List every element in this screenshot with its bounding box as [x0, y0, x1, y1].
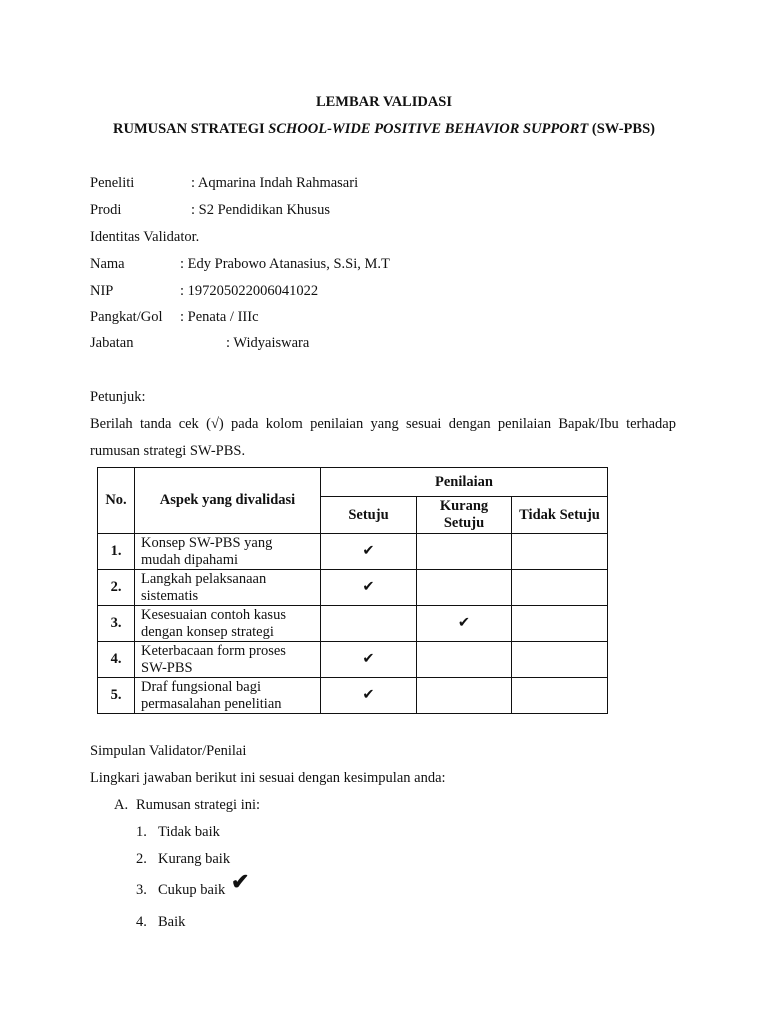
- instructions-line-2: rumusan strategi SW-PBS.: [90, 443, 246, 459]
- row-setuju-check[interactable]: ✔: [321, 642, 417, 678]
- row-number: 5.: [98, 678, 135, 714]
- table-row: [98, 534, 608, 570]
- jabatan-label: Jabatan: [90, 335, 134, 351]
- row-aspek: Kesesuaian contoh kasus dengan konsep strategi: [135, 606, 321, 642]
- nama-value: : Edy Prabowo Atanasius, S.Si, M.T: [180, 256, 390, 272]
- prodi-value: : S2 Pendidikan Khusus: [191, 202, 330, 218]
- row-kurang-check[interactable]: [417, 642, 512, 678]
- option-text[interactable]: Kurang baik: [158, 851, 231, 867]
- row-kurang-check[interactable]: ✔: [417, 606, 512, 642]
- jabatan-value: : Widyaiswara: [226, 335, 310, 351]
- option-number: 4.: [136, 914, 147, 930]
- row-number: 2.: [98, 570, 135, 606]
- option-text[interactable]: Tidak baik: [158, 824, 220, 840]
- row-setuju-check[interactable]: ✔: [321, 570, 417, 606]
- nip-label: NIP: [90, 283, 114, 299]
- instructions-line-1: Berilah tanda cek (√) pada kolom penilaian yang sesuai dengan penilaian Bapak/Ibu terhadap: [90, 416, 676, 432]
- option-number: 1.: [136, 824, 147, 840]
- option-number: 2.: [136, 851, 147, 867]
- validator-heading: Identitas Validator.: [90, 229, 200, 245]
- row-tidak-check[interactable]: [512, 642, 608, 678]
- peneliti-label: Peneliti: [90, 175, 135, 191]
- row-kurang-check[interactable]: [417, 678, 512, 714]
- row-number: 4.: [98, 642, 135, 678]
- row-setuju-check[interactable]: ✔: [321, 678, 417, 714]
- table-row: [98, 606, 608, 642]
- peneliti-value: : Aqmarina Indah Rahmasari: [191, 175, 359, 191]
- header-setuju: Setuju: [321, 497, 417, 534]
- table-header-row-1: [98, 468, 608, 497]
- conclusion-instruction: Lingkari jawaban berikut ini sesuai dengan kesimpulan anda:: [90, 770, 446, 786]
- row-kurang-check[interactable]: [417, 570, 512, 606]
- option-check-mark: ✔: [231, 869, 250, 894]
- row-tidak-check[interactable]: [512, 606, 608, 642]
- conclusion-heading: Simpulan Validator/Penilai: [90, 743, 247, 759]
- option-text[interactable]: Cukup baik: [158, 882, 226, 898]
- document-title: LEMBAR VALIDASI: [315, 94, 453, 110]
- row-tidak-check[interactable]: [512, 570, 608, 606]
- header-no: No.: [98, 468, 135, 534]
- header-tidak-setuju: Tidak Setuju: [512, 497, 608, 534]
- option-number: 3.: [136, 882, 147, 898]
- row-tidak-check[interactable]: [512, 678, 608, 714]
- header-penilaian: Penilaian: [321, 468, 608, 497]
- row-tidak-check[interactable]: [512, 534, 608, 570]
- row-aspek: Konsep SW-PBS yang mudah dipahami: [135, 534, 321, 570]
- table-row: [98, 570, 608, 606]
- table-row: [98, 642, 608, 678]
- header-aspek: Aspek yang divalidasi: [135, 468, 321, 534]
- row-number: 3.: [98, 606, 135, 642]
- nama-label: Nama: [90, 256, 125, 272]
- pangkat-label: Pangkat/Gol: [90, 309, 163, 325]
- row-setuju-check[interactable]: [321, 606, 417, 642]
- option-text[interactable]: Baik: [158, 914, 186, 930]
- table-row: [98, 678, 608, 714]
- validation-table: [97, 467, 608, 714]
- subtitle-suffix: (SW-PBS): [588, 121, 655, 137]
- row-aspek: Keterbacaan form proses SW-PBS: [135, 642, 321, 678]
- row-aspek: Langkah pelaksanaan sistematis: [135, 570, 321, 606]
- instructions-heading: Petunjuk:: [90, 389, 146, 405]
- subtitle-italic: SCHOOL-WIDE POSITIVE BEHAVIOR SUPPORT: [268, 121, 589, 137]
- pangkat-value: : Penata / IIIc: [180, 309, 259, 325]
- document-subtitle: [0, 120, 768, 138]
- item-a-label: A.: [114, 797, 129, 813]
- row-setuju-check[interactable]: ✔: [321, 534, 417, 570]
- prodi-label: Prodi: [90, 202, 122, 218]
- item-a-text: Rumusan strategi ini:: [136, 797, 261, 813]
- header-kurang-setuju: Kurang Setuju: [417, 497, 512, 534]
- row-number: 1.: [98, 534, 135, 570]
- nip-value: : 197205022006041022: [180, 283, 319, 299]
- row-kurang-check[interactable]: [417, 534, 512, 570]
- row-aspek: Draf fungsional bagi permasalahan penelitian: [135, 678, 321, 714]
- subtitle-prefix: RUMUSAN STRATEGI: [113, 121, 269, 137]
